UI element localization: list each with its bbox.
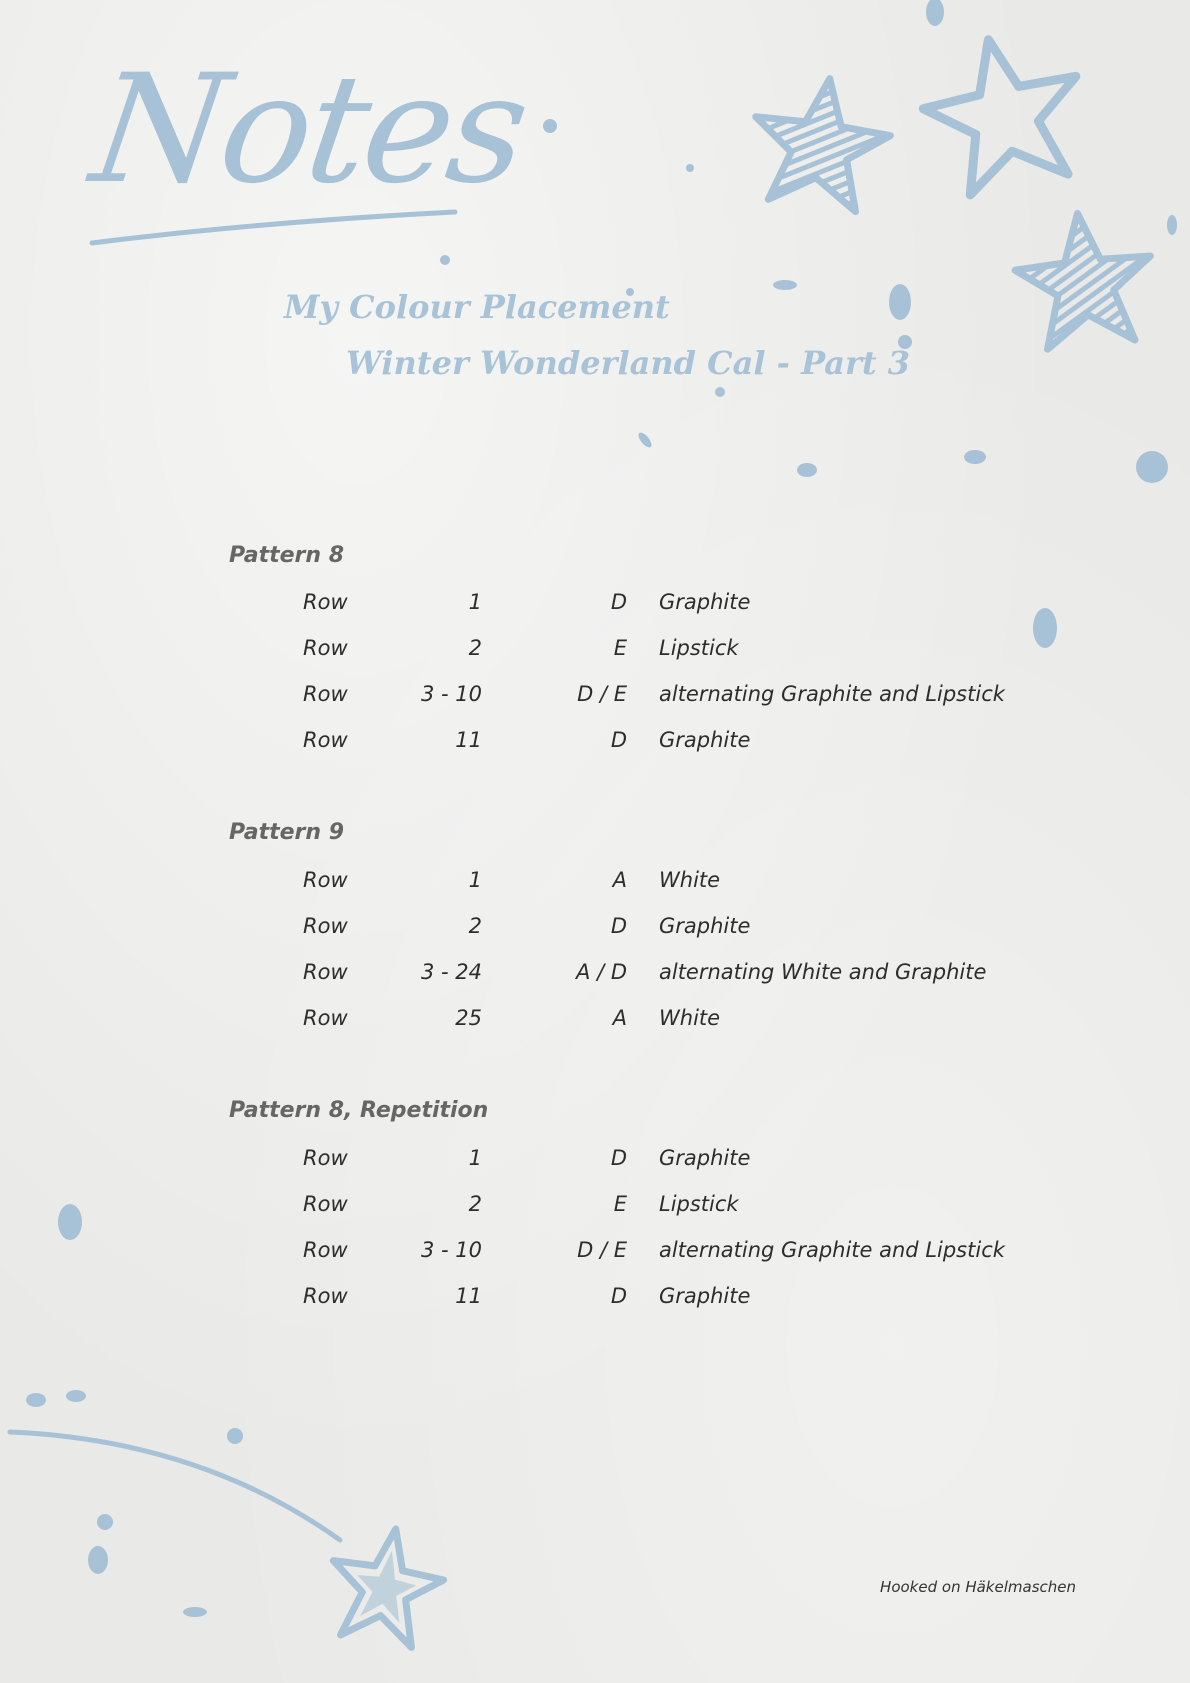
section-title: Pattern 8 xyxy=(229,543,344,568)
table-row xyxy=(0,636,1190,666)
row-label: Row xyxy=(303,636,348,660)
row-label: Row xyxy=(303,1284,348,1308)
footer-credit: Hooked on Häkelmaschen xyxy=(880,1578,1076,1596)
notes-title: Notes xyxy=(82,43,535,217)
colour-name: alternating Graphite and Lipstick xyxy=(659,682,1005,706)
row-number: 2 xyxy=(468,1192,482,1216)
colour-name: White xyxy=(659,868,721,892)
row-label: Row xyxy=(303,914,348,938)
row-number: 11 xyxy=(455,1284,482,1308)
colour-code: E xyxy=(613,636,627,660)
row-number: 3 - 24 xyxy=(420,960,482,984)
table-row xyxy=(0,914,1190,944)
table-row xyxy=(0,682,1190,712)
table-row xyxy=(0,868,1190,898)
row-number: 3 - 10 xyxy=(420,1238,482,1262)
shooting-star-trail xyxy=(10,1432,340,1540)
subtitle-cal-part: Winter Wonderland Cal - Part 3 xyxy=(346,344,911,382)
colour-code: D xyxy=(610,728,627,752)
row-number: 1 xyxy=(468,1146,482,1170)
colour-code: D / E xyxy=(577,682,627,706)
colour-name: Lipstick xyxy=(659,636,739,660)
colour-name: Lipstick xyxy=(659,1192,739,1216)
row-label: Row xyxy=(303,728,348,752)
colour-name: Graphite xyxy=(659,728,751,752)
colour-code: E xyxy=(613,1192,627,1216)
colour-code: D xyxy=(610,1284,627,1308)
paint-splatter xyxy=(26,0,1177,1617)
table-row xyxy=(0,960,1190,990)
colour-name: Graphite xyxy=(659,590,751,614)
row-label: Row xyxy=(303,1238,348,1262)
row-number: 2 xyxy=(468,636,482,660)
section-title: Pattern 8, Repetition xyxy=(229,1098,489,1123)
striped-star-icon xyxy=(745,69,897,215)
colour-code: D xyxy=(610,1146,627,1170)
colour-name: White xyxy=(659,1006,721,1030)
row-label: Row xyxy=(303,868,348,892)
colour-code: D xyxy=(610,914,627,938)
row-label: Row xyxy=(303,590,348,614)
row-label: Row xyxy=(303,1146,348,1170)
colour-name: Graphite xyxy=(659,1146,751,1170)
subtitle-colour-placement: My Colour Placement xyxy=(284,288,670,326)
table-row xyxy=(0,728,1190,758)
row-label: Row xyxy=(303,960,348,984)
colour-code: A xyxy=(612,1006,627,1030)
colour-code: D xyxy=(610,590,627,614)
colour-name: alternating Graphite and Lipstick xyxy=(659,1238,1005,1262)
colour-code: A xyxy=(612,868,627,892)
table-row xyxy=(0,1238,1190,1268)
section-title: Pattern 9 xyxy=(229,820,344,845)
table-row xyxy=(0,1284,1190,1314)
row-number: 2 xyxy=(468,914,482,938)
row-label: Row xyxy=(303,1006,348,1030)
table-row xyxy=(0,1192,1190,1222)
table-row xyxy=(0,590,1190,620)
row-number: 3 - 10 xyxy=(420,682,482,706)
row-label: Row xyxy=(303,682,348,706)
outline-star-icon xyxy=(912,24,1095,201)
row-number: 1 xyxy=(468,590,482,614)
colour-code: A / D xyxy=(576,960,627,984)
table-row xyxy=(0,1146,1190,1176)
row-number: 25 xyxy=(455,1006,482,1030)
striped-star-icon xyxy=(1010,206,1159,351)
colour-name: Graphite xyxy=(659,1284,751,1308)
colour-name: Graphite xyxy=(659,914,751,938)
colour-code: D / E xyxy=(577,1238,627,1262)
row-number: 1 xyxy=(468,868,482,892)
row-label: Row xyxy=(303,1192,348,1216)
table-row xyxy=(0,1006,1190,1036)
colour-name: alternating White and Graphite xyxy=(659,960,987,984)
row-number: 11 xyxy=(455,728,482,752)
